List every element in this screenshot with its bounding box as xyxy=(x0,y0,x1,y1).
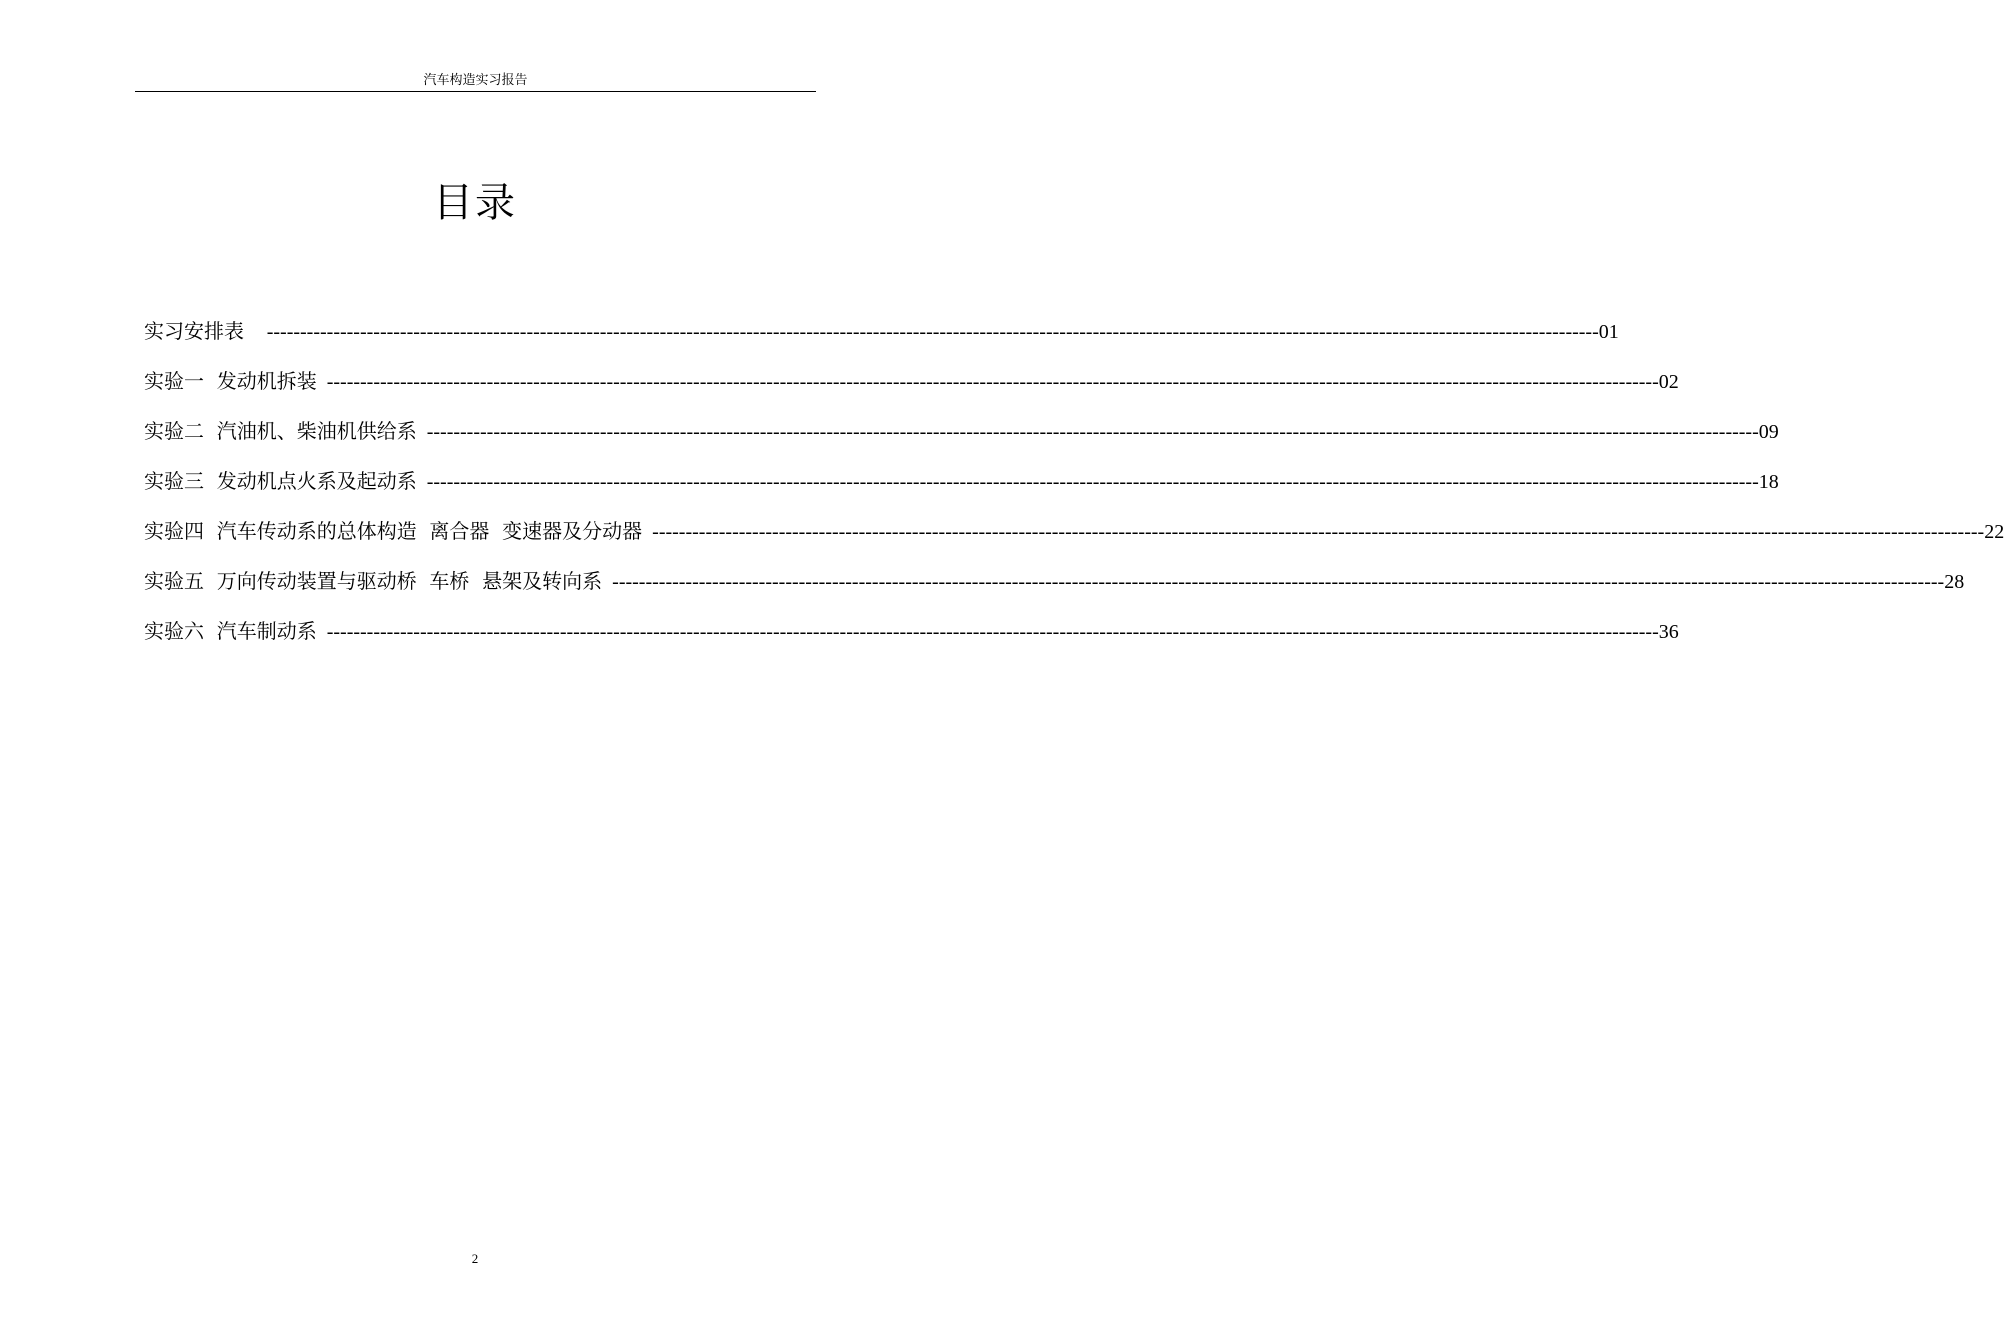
toc-entry-page: 09 xyxy=(1758,421,1779,443)
toc-entry[interactable] xyxy=(144,564,1965,614)
toc-leader-dots: -------------------------------------------------------------------------------------------------------------------------------------------------------------------------------------------------------- xyxy=(266,321,1599,343)
toc-leader-dots: -------------------------------------------------------------------------------------------------------------------------------------------------------------------------------------------------------- xyxy=(326,621,1659,643)
toc-entry-label: 实习安排表 xyxy=(144,319,257,343)
toc-entry-page: 01 xyxy=(1598,321,1619,343)
running-header xyxy=(135,72,816,92)
toc-entry-label: 实验一 发动机拆装 xyxy=(144,369,317,393)
page-number: 2 xyxy=(471,1251,479,1266)
toc-entry-label: 实验四 汽车传动系的总体构造 离合器 变速器及分动器 xyxy=(144,519,643,543)
toc-leader-dots: -------------------------------------------------------------------------------------------------------------------------------------------------------------------------------------------------------- xyxy=(426,471,1759,493)
toc-entry[interactable] xyxy=(144,314,1619,364)
toc-entry-page: 28 xyxy=(1944,571,1965,593)
toc-entry-page: 36 xyxy=(1658,621,1679,643)
toc-leader-dots: -------------------------------------------------------------------------------------------------------------------------------------------------------------------------------------------------------- xyxy=(612,571,1945,593)
running-header-title: 汽车构造实习报告 xyxy=(423,73,528,88)
toc-entry[interactable] xyxy=(144,464,1779,514)
toc-entry-page: 02 xyxy=(1658,371,1679,393)
toc-entry[interactable] xyxy=(144,414,1779,464)
toc-leader-dots: -------------------------------------------------------------------------------------------------------------------------------------------------------------------------------------------------------- xyxy=(426,421,1759,443)
toc-entry-label: 实验三 发动机点火系及起动系 xyxy=(144,469,417,493)
toc-title: 目录 xyxy=(433,180,517,226)
toc-entry[interactable] xyxy=(144,614,1679,664)
toc-entry-label: 实验六 汽车制动系 xyxy=(144,619,317,643)
toc-leader-dots: -------------------------------------------------------------------------------------------------------------------------------------------------------------------------------------------------------- xyxy=(652,521,1985,543)
toc-entry-label: 实验五 万向传动装置与驱动桥 车桥 悬架及转向系 xyxy=(144,569,603,593)
toc-entry-page: 22 xyxy=(1984,521,2004,543)
toc-entry-page: 18 xyxy=(1758,471,1779,493)
toc-entry[interactable] xyxy=(144,364,1679,414)
toc-entry-label: 实验二 汽油机、柴油机供给系 xyxy=(144,419,417,443)
toc-entry[interactable] xyxy=(144,514,2004,564)
toc-leader-dots: -------------------------------------------------------------------------------------------------------------------------------------------------------------------------------------------------------- xyxy=(326,371,1659,393)
toc-list xyxy=(144,314,2004,664)
